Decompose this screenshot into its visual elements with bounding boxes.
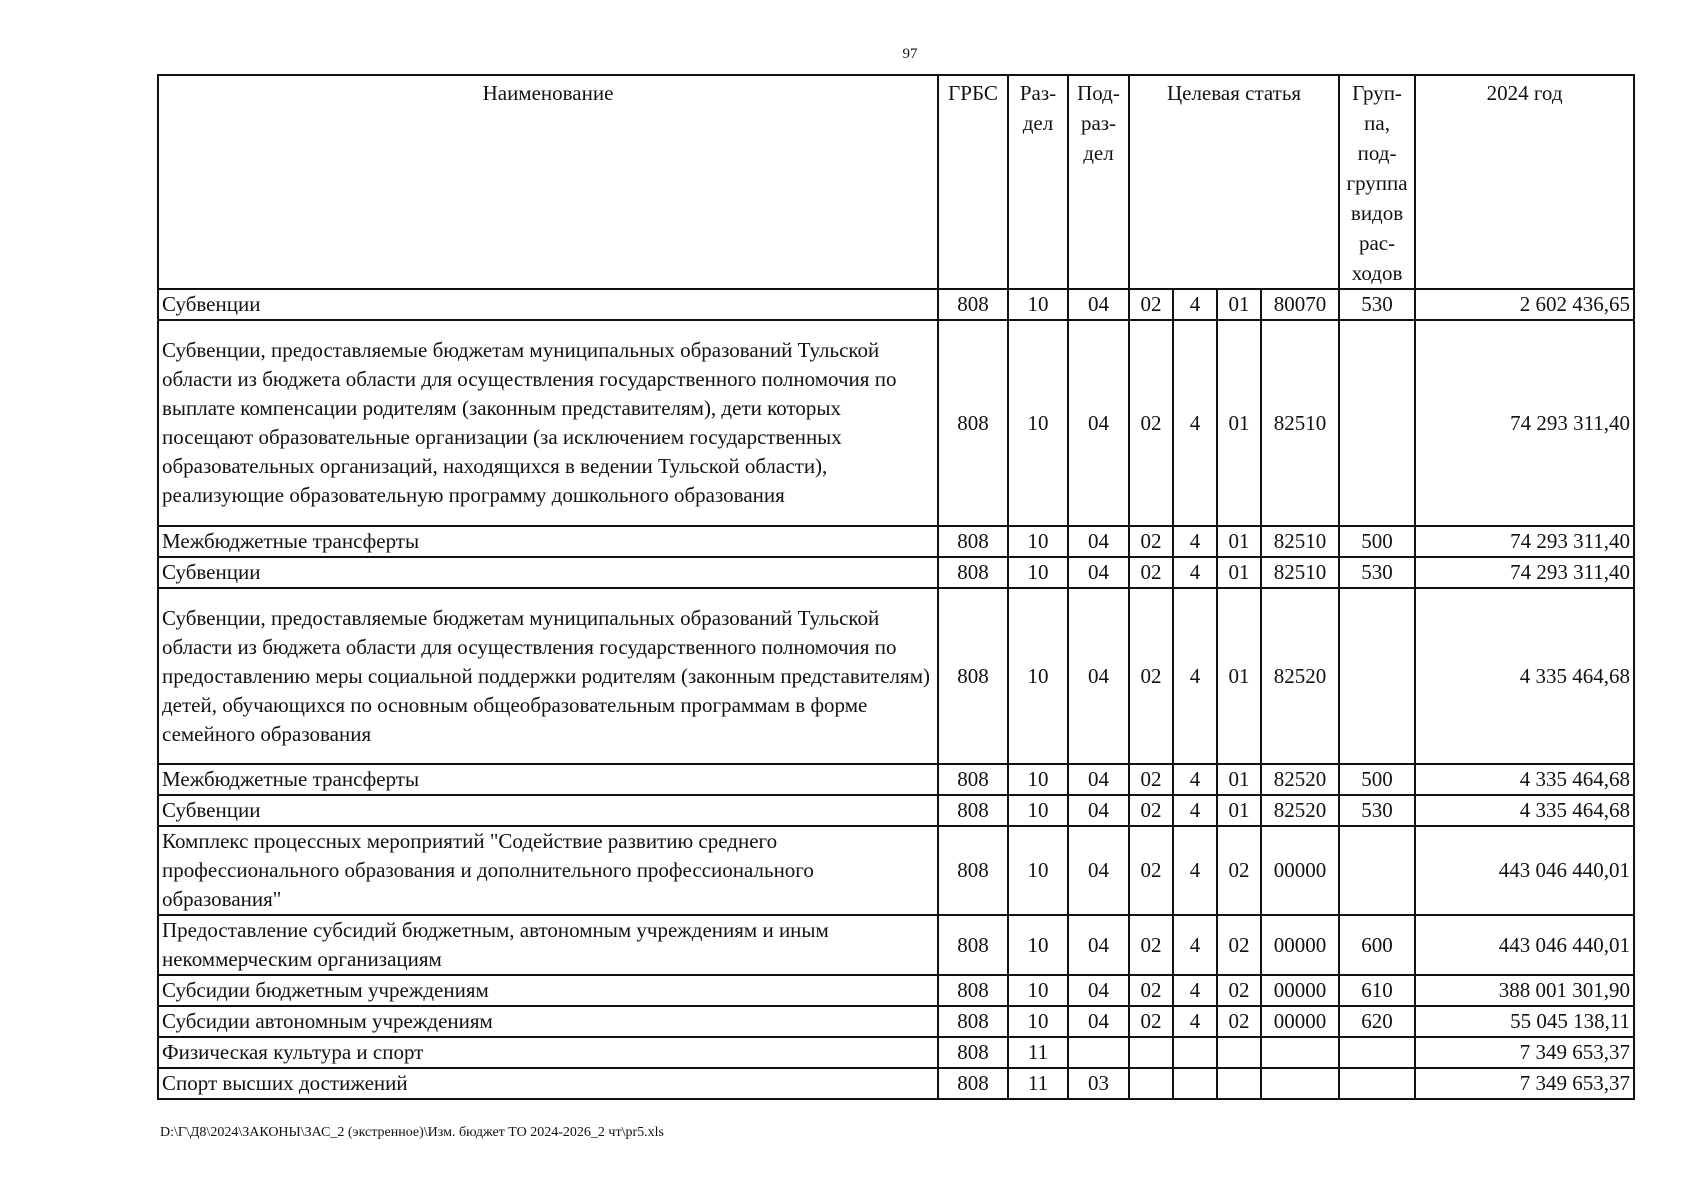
row-grbs: 808	[938, 915, 1008, 975]
row-amount: 74 293 311,40	[1415, 526, 1634, 557]
table-row	[158, 557, 1634, 588]
row-group	[1339, 1037, 1415, 1068]
row-target-complex	[1217, 1068, 1261, 1099]
row-subsection: 04	[1068, 526, 1129, 557]
row-group	[1339, 1068, 1415, 1099]
row-amount: 388 001 301,90	[1415, 975, 1634, 1006]
row-subsection: 04	[1068, 915, 1129, 975]
row-group	[1339, 826, 1415, 915]
row-target-complex: 01	[1217, 320, 1261, 526]
row-section: 11	[1008, 1068, 1068, 1099]
row-target-complex: 02	[1217, 915, 1261, 975]
row-group: 530	[1339, 557, 1415, 588]
row-group	[1339, 588, 1415, 764]
row-target-program	[1129, 1068, 1173, 1099]
row-target-type: 4	[1173, 320, 1217, 526]
row-target-code: 82520	[1261, 588, 1339, 764]
row-amount: 7 349 653,37	[1415, 1037, 1634, 1068]
row-target-type: 4	[1173, 526, 1217, 557]
row-subsection: 04	[1068, 975, 1129, 1006]
row-target-program: 02	[1129, 526, 1173, 557]
row-target-code: 82510	[1261, 557, 1339, 588]
row-section: 10	[1008, 1006, 1068, 1037]
row-target-code	[1261, 1068, 1339, 1099]
row-name: Предоставление субсидий бюджетным, автономным учреждениям и иным некоммерческим организациям	[158, 915, 938, 975]
header-group: Груп- па, под- группа видов рас- ходов	[1339, 75, 1415, 289]
row-target-program: 02	[1129, 320, 1173, 526]
row-grbs: 808	[938, 975, 1008, 1006]
row-name: Субвенции, предоставляемые бюджетам муниципальных образований Тульской области из бюджета области для осуществления государственного полномочия по выплате компенсации родителям (законным представителям), дети которых посещают образовательные организации (за исключением государственных образовательных организаций, находящихся в ведении Тульской области), реализующие образовательную программу дошкольного образования	[158, 320, 938, 526]
row-target-code: 82510	[1261, 526, 1339, 557]
row-amount: 74 293 311,40	[1415, 320, 1634, 526]
row-amount: 2 602 436,65	[1415, 289, 1634, 320]
row-target-type: 4	[1173, 764, 1217, 795]
row-target-type: 4	[1173, 795, 1217, 826]
row-target-program: 02	[1129, 826, 1173, 915]
header-section: Раз- дел	[1008, 75, 1068, 289]
row-section: 10	[1008, 915, 1068, 975]
row-subsection: 04	[1068, 1006, 1129, 1037]
row-amount: 443 046 440,01	[1415, 826, 1634, 915]
table-row	[158, 526, 1634, 557]
row-name: Субсидии бюджетным учреждениям	[158, 975, 938, 1006]
row-target-program: 02	[1129, 795, 1173, 826]
header-target: Целевая статья	[1129, 75, 1339, 289]
row-target-complex	[1217, 1037, 1261, 1068]
row-group: 530	[1339, 289, 1415, 320]
row-name: Межбюджетные трансферты	[158, 526, 938, 557]
row-grbs: 808	[938, 289, 1008, 320]
row-target-complex: 01	[1217, 557, 1261, 588]
table-row	[158, 764, 1634, 795]
row-grbs: 808	[938, 1068, 1008, 1099]
row-target-program: 02	[1129, 764, 1173, 795]
row-target-code: 00000	[1261, 915, 1339, 975]
row-subsection: 04	[1068, 826, 1129, 915]
row-grbs: 808	[938, 320, 1008, 526]
row-grbs: 808	[938, 795, 1008, 826]
row-target-complex: 01	[1217, 289, 1261, 320]
row-subsection: 04	[1068, 320, 1129, 526]
row-target-complex: 01	[1217, 795, 1261, 826]
row-target-code: 82520	[1261, 795, 1339, 826]
row-name: Межбюджетные трансферты	[158, 764, 938, 795]
row-section: 10	[1008, 526, 1068, 557]
row-group: 620	[1339, 1006, 1415, 1037]
row-section: 10	[1008, 795, 1068, 826]
row-subsection: 04	[1068, 764, 1129, 795]
row-section: 11	[1008, 1037, 1068, 1068]
row-target-complex: 01	[1217, 764, 1261, 795]
row-target-code: 00000	[1261, 975, 1339, 1006]
row-section: 10	[1008, 557, 1068, 588]
row-subsection: 04	[1068, 289, 1129, 320]
row-target-type: 4	[1173, 975, 1217, 1006]
budget-table	[157, 74, 1635, 1100]
row-grbs: 808	[938, 526, 1008, 557]
row-section: 10	[1008, 975, 1068, 1006]
row-name: Субсидии автономным учреждениям	[158, 1006, 938, 1037]
row-target-type: 4	[1173, 826, 1217, 915]
row-section: 10	[1008, 320, 1068, 526]
row-subsection: 04	[1068, 557, 1129, 588]
table-row	[158, 320, 1634, 526]
row-amount: 7 349 653,37	[1415, 1068, 1634, 1099]
row-subsection: 04	[1068, 795, 1129, 826]
table-row	[158, 1068, 1634, 1099]
row-name: Субвенции	[158, 289, 938, 320]
row-grbs: 808	[938, 1006, 1008, 1037]
row-section: 10	[1008, 764, 1068, 795]
row-name: Субвенции	[158, 557, 938, 588]
row-target-code: 00000	[1261, 1006, 1339, 1037]
row-target-code	[1261, 1037, 1339, 1068]
row-grbs: 808	[938, 588, 1008, 764]
header-row	[158, 75, 1634, 289]
row-target-program: 02	[1129, 557, 1173, 588]
row-target-program: 02	[1129, 588, 1173, 764]
table-row	[158, 975, 1634, 1006]
row-group: 610	[1339, 975, 1415, 1006]
row-subsection: 03	[1068, 1068, 1129, 1099]
row-target-complex: 01	[1217, 588, 1261, 764]
row-name: Субвенции	[158, 795, 938, 826]
row-section: 10	[1008, 289, 1068, 320]
row-group: 500	[1339, 526, 1415, 557]
row-target-complex: 02	[1217, 826, 1261, 915]
page-number: 97	[902, 46, 918, 62]
row-target-complex: 02	[1217, 1006, 1261, 1037]
row-target-type: 4	[1173, 1006, 1217, 1037]
table-row	[158, 795, 1634, 826]
row-target-type: 4	[1173, 557, 1217, 588]
table-row	[158, 1006, 1634, 1037]
table-row	[158, 289, 1634, 320]
row-subsection	[1068, 1037, 1129, 1068]
row-target-program	[1129, 1037, 1173, 1068]
row-target-type: 4	[1173, 915, 1217, 975]
table-row	[158, 588, 1634, 764]
row-group	[1339, 320, 1415, 526]
row-target-program: 02	[1129, 975, 1173, 1006]
row-name: Субвенции, предоставляемые бюджетам муниципальных образований Тульской области из бюджета области для осуществления государственного полномочия по предоставлению меры социальной поддержки родителям (законным представителям) детей, обучающихся по основным общеобразовательным программам в форме семейного образования	[158, 588, 938, 764]
table-row	[158, 915, 1634, 975]
row-target-type	[1173, 1068, 1217, 1099]
row-target-program: 02	[1129, 289, 1173, 320]
row-amount: 4 335 464,68	[1415, 588, 1634, 764]
row-amount: 443 046 440,01	[1415, 915, 1634, 975]
row-name: Комплекс процессных мероприятий "Содействие развитию среднего профессионального образования и дополнительного профессионального образования"	[158, 826, 938, 915]
row-amount: 4 335 464,68	[1415, 795, 1634, 826]
row-amount: 74 293 311,40	[1415, 557, 1634, 588]
table-row	[158, 826, 1634, 915]
row-target-program: 02	[1129, 1006, 1173, 1037]
row-target-complex: 02	[1217, 975, 1261, 1006]
row-target-code: 82520	[1261, 764, 1339, 795]
row-target-code: 80070	[1261, 289, 1339, 320]
row-target-type: 4	[1173, 289, 1217, 320]
header-name: Наименование	[158, 75, 938, 289]
row-name: Спорт высших достижений	[158, 1068, 938, 1099]
row-target-code: 82510	[1261, 320, 1339, 526]
row-amount: 4 335 464,68	[1415, 764, 1634, 795]
row-grbs: 808	[938, 1037, 1008, 1068]
row-target-type	[1173, 1037, 1217, 1068]
row-target-complex: 01	[1217, 526, 1261, 557]
row-group: 600	[1339, 915, 1415, 975]
row-group: 530	[1339, 795, 1415, 826]
row-grbs: 808	[938, 764, 1008, 795]
row-target-type: 4	[1173, 588, 1217, 764]
row-grbs: 808	[938, 557, 1008, 588]
row-subsection: 04	[1068, 588, 1129, 764]
file-path-footer: D:\Г\Д8\2024\ЗАКОНЫ\ЗАС_2 (экстренное)\Изм. бюджет ТО 2024-2026_2 чт\pr5.xls	[160, 1125, 664, 1140]
row-amount: 55 045 138,11	[1415, 1006, 1634, 1037]
row-group: 500	[1339, 764, 1415, 795]
row-name: Физическая культура и спорт	[158, 1037, 938, 1068]
header-subsection: Под- раз- дел	[1068, 75, 1129, 289]
row-section: 10	[1008, 588, 1068, 764]
row-section: 10	[1008, 826, 1068, 915]
header-year: 2024 год	[1415, 75, 1634, 289]
table-row	[158, 1037, 1634, 1068]
header-grbs: ГРБС	[938, 75, 1008, 289]
row-grbs: 808	[938, 826, 1008, 915]
row-target-program: 02	[1129, 915, 1173, 975]
row-target-code: 00000	[1261, 826, 1339, 915]
